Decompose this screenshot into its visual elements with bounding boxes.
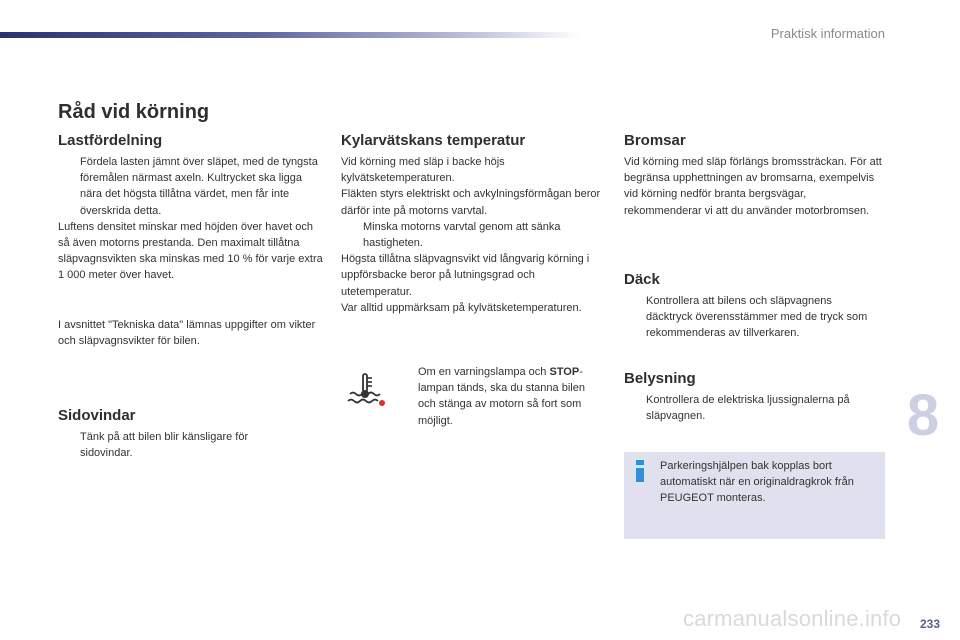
heading-load-distribution: Lastfördelning: [58, 132, 163, 149]
info-icon: [634, 460, 646, 482]
section-header: Praktisk information: [770, 26, 885, 41]
load-distribution-section: [58, 154, 323, 284]
lighting-bullet: [624, 392, 886, 424]
coolant-para-2: Fläkten styrs elektriskt och avkylningsförmågan beror därför inte på motorns varvtal.: [341, 188, 601, 217]
coolant-bullet-text: Minska motorns varvtal genom att sänka hastigheten.: [363, 220, 561, 250]
coolant-bullet: [341, 219, 606, 251]
tyres-bullet: [624, 293, 879, 342]
stop-warning: [396, 364, 596, 429]
tyres-bullet-text: Kontrollera att bilens och släpvagnens däcktryck överensstämmer med de tryck som rekommenderas av tillverkaren.: [646, 295, 868, 340]
lighting-section: [624, 392, 886, 424]
lighting-bullet-text: Kontrollera de elektriska ljussignalerna på släpvagnen.: [646, 394, 850, 423]
heading-tyres: Däck: [624, 271, 660, 288]
crosswind-section: [58, 429, 288, 461]
load-bullet: [58, 154, 323, 219]
page-title: Råd vid körning: [58, 101, 210, 123]
heading-crosswind: Sidovindar: [58, 407, 136, 424]
heading-brakes: Bromsar: [624, 132, 686, 149]
stop-warning-pre: Om en varningslampa och: [418, 366, 550, 378]
coolant-section: [341, 154, 606, 316]
page-number: 233: [919, 617, 940, 631]
brakes-paragraph: Vid körning med släp förlängs bromssträckan. För att begränsa upphettningen av bromsarna, exempelvis vid körning nedför branta bergsvägar, rekommenderar vi att du använder motorbromsen.: [624, 156, 882, 217]
tyres-section: [624, 293, 879, 342]
altitude-paragraph: Luftens densitet minskar med höjden över havet och så även motorns prestanda. Den maximalt tillåtna släpvagnsvikten ska minskas med 10 % för varje extra 1 000 meter över havet.: [58, 220, 323, 282]
coolant-para-3: Högsta tillåtna släpvagnsvikt vid långvarig körning i uppförsbacke beror på lutningsgrad och utetemperatur.: [341, 253, 590, 298]
technical-data-note: I avsnittet "Tekniska data" lämnas uppgifter om vikter och släpvagnsvikter för bilen.: [58, 319, 316, 348]
load-bullet-text: Fördela lasten jämnt över släpet, med de tyngsta föremålen närmast axeln. Kultrycket ska ligga nära det högsta tillåtna värdet, men får inte överskrida detta.: [80, 156, 318, 217]
coolant-temperature-icon: [344, 372, 386, 406]
heading-coolant-temperature: Kylarvätskans temperatur: [341, 132, 526, 149]
header-gradient-bar: [0, 32, 580, 38]
coolant-para-1: Vid körning med släp i backe höjs kylvätsketemperaturen.: [341, 156, 505, 185]
chapter-number: 8: [906, 383, 940, 448]
info-box: [624, 452, 885, 539]
stop-warning-post: -lampan tänds, ska du stanna bilen och stänga av motorn så fort som möjligt.: [418, 366, 585, 427]
crosswind-bullet-text: Tänk på att bilen blir känsligare för sidovindar.: [80, 431, 249, 460]
coolant-para-4: Var alltid uppmärksam på kylvätsketemperaturen.: [341, 301, 582, 314]
watermark: carmanualsonline.info: [683, 606, 902, 631]
heading-lighting: Belysning: [624, 370, 696, 387]
crosswind-bullet: [58, 429, 288, 461]
stop-label: STOP: [549, 366, 580, 378]
info-text: Parkeringshjälpen bak kopplas bort automatiskt när en originaldragkrok från PEUGEOT monteras.: [660, 460, 854, 505]
stop-warning-bullet: [396, 364, 596, 429]
